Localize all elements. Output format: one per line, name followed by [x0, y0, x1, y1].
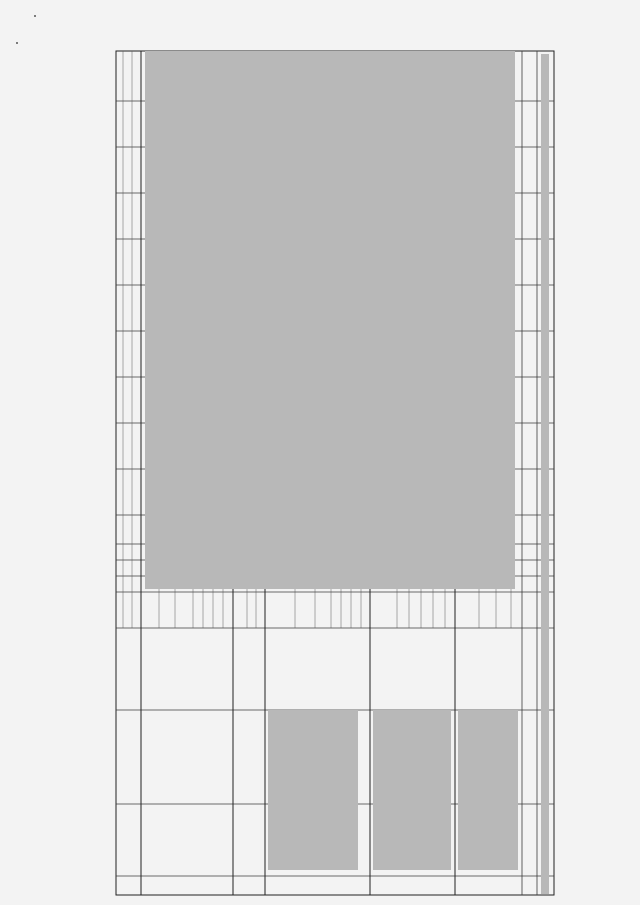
unreadable-column-number-row [541, 54, 549, 894]
unreadable-text-placeholders [145, 51, 549, 894]
unreadable-table-values [145, 51, 515, 589]
unreadable-row-5-1-3-text [373, 710, 451, 870]
scan-speck [16, 42, 18, 44]
unreadable-row-5-1-2-text [458, 710, 518, 870]
table-grid [115, 50, 555, 896]
scan-speck [34, 15, 36, 17]
unreadable-row-6-text [268, 710, 358, 870]
rotated-budget-table [115, 50, 555, 896]
